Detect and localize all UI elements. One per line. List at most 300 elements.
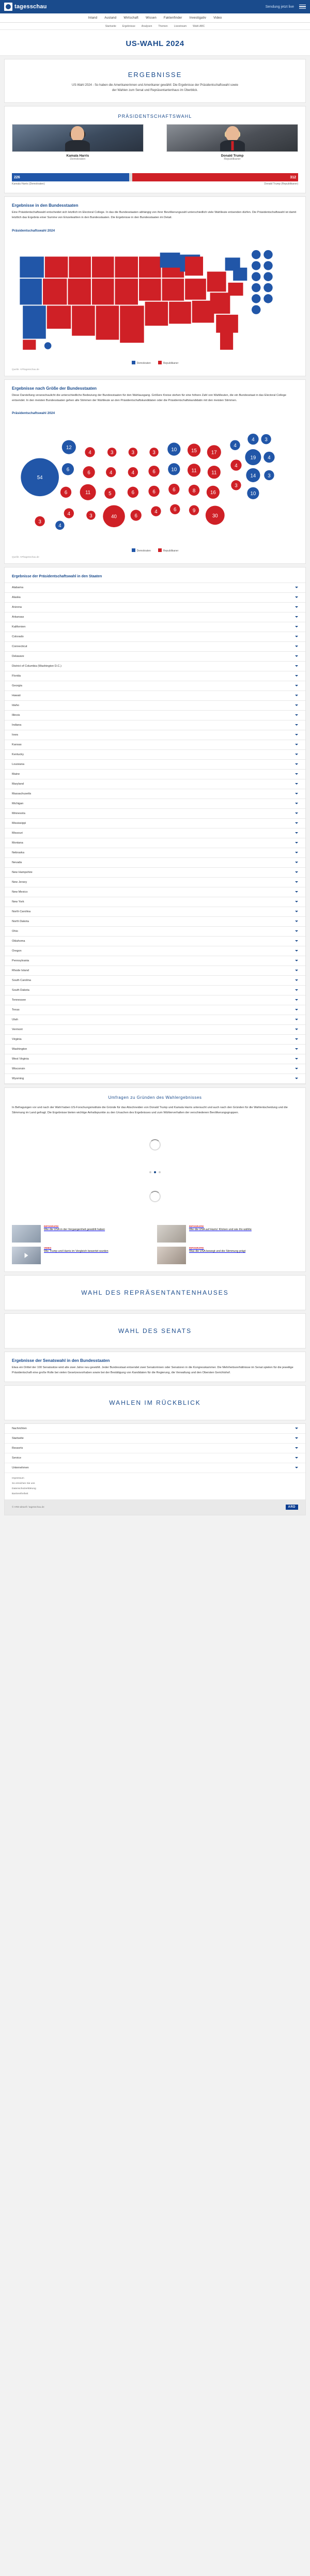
svg-text:4: 4	[67, 511, 71, 517]
svg-text:4: 4	[268, 455, 271, 461]
state-accordion-item[interactable]	[5, 916, 305, 926]
svg-text:3: 3	[110, 450, 114, 456]
chevron-down-icon	[295, 862, 298, 863]
electoral-legend-left: Kamala Harris (Demokraten)	[12, 182, 45, 186]
chevron-down-icon	[295, 744, 298, 745]
state-accordion-label: Oregon	[12, 949, 22, 953]
svg-text:4: 4	[234, 442, 237, 449]
chevron-down-icon	[295, 822, 298, 824]
carousel-dot-1[interactable]	[149, 1171, 151, 1173]
nav-item-6[interactable]: Video	[213, 16, 222, 20]
state-accordion-item[interactable]	[5, 956, 305, 965]
nav-item-4[interactable]: Faktenfinder	[163, 16, 182, 20]
ard-logo: ARD	[286, 1505, 299, 1510]
bubble-map-svg	[10, 417, 300, 542]
chevron-down-icon	[295, 793, 298, 794]
state-accordion-item[interactable]	[5, 759, 305, 769]
chevron-down-icon	[295, 1058, 298, 1060]
chevron-down-icon	[295, 1029, 298, 1030]
teaser-0-thumbnail	[12, 1225, 41, 1243]
state-map-text: Eine Präsidentschaftswahl entscheidet sich letztlich im Electoral College. In das die Bundesstaaten abhängig von ihrer Bevölkerungszahl unterschiedlich viele Wahlleute entsenden dürfen. Die Präsidentschaftswahl ist damit letztlich das Ergebnis einer Summe von Einzelwahlen in den Bundesstaaten. Die Ergebnisse in den Bundesstaaten im Detail.	[12, 211, 297, 220]
footer-link[interactable]: Datenschutzerklärung	[12, 1487, 36, 1490]
states-list	[5, 582, 305, 1084]
candidate-trump-name: Donald Trump	[221, 154, 244, 158]
spinner-icon	[149, 1139, 161, 1151]
svg-text:4: 4	[154, 509, 158, 515]
state-accordion-label: Wisconsin	[12, 1067, 25, 1070]
chevron-down-icon	[295, 871, 298, 873]
nav-item-0[interactable]: Inland	[88, 16, 98, 20]
state-accordion-item[interactable]	[5, 730, 305, 740]
chevron-down-icon	[295, 724, 298, 726]
state-accordion-label: Wyoming	[12, 1077, 24, 1080]
electoral-bar-rep: 312	[132, 173, 298, 181]
state-accordion-item[interactable]	[5, 965, 305, 975]
state-accordion-label: New Mexico	[12, 890, 28, 894]
state-accordion-item[interactable]	[5, 867, 305, 877]
state-accordion-item[interactable]	[5, 612, 305, 622]
state-accordion-item[interactable]	[5, 582, 305, 592]
teaser-2-thumbnail	[12, 1247, 41, 1264]
chevron-down-icon	[295, 1467, 298, 1468]
state-accordion-item[interactable]	[5, 622, 305, 632]
teaser-3[interactable]	[157, 1247, 298, 1264]
tagesschau-logo-icon	[4, 3, 12, 11]
teaser-2-kicker: VIDEO	[44, 1246, 52, 1249]
senate-states-text: Etwa ein Drittel der 100 Senatssitze wird alle zwei Jahre neu gewählt. Jeder Bundesstaat entsendet zwei Senatorinnen oder Senatoren in die Kongresskammer. Die Mehrheitsverhältnisse im Senat spielen für die jeweilige Präsidentschaft eine große Rolle bei vielen Gesetzesvorhaben sowie bei der Bestätigung von Kandidaten für die Regierung, die Verwaltung und den Obersten Gerichtshof.	[12, 1366, 293, 1374]
chevron-down-icon	[295, 842, 298, 844]
state-accordion-label: Tennessee	[12, 998, 26, 1002]
chevron-down-icon	[295, 960, 298, 961]
chevron-down-icon	[295, 1048, 298, 1050]
chevron-down-icon	[295, 999, 298, 1001]
footer-section-label: Startseite	[12, 1436, 24, 1440]
candidate-harris-name: Kamala Harris	[66, 154, 89, 158]
state-accordion-label: Kentucky	[12, 753, 24, 756]
presidential-block-title: PRÄSIDENTSCHAFTSWAHL	[118, 114, 192, 119]
svg-text:14: 14	[250, 472, 256, 479]
teaser-2[interactable]	[12, 1247, 153, 1264]
teaser-2-headline: Wie Trump und Harris im Vergleich bewertet wurden	[44, 1249, 109, 1253]
state-accordion-item[interactable]	[5, 779, 305, 789]
polls-text: In Befragungen vor und nach der Wahl haben US-Forschungsinstitute die Gründe für das Abschneiden von Donald Trump und Kamala Harris untersucht und auch nach den Gründen für die Wahlentscheidung und die Stimmung im Land gefragt. Die Ergebnisse bieten wichtige Anhaltspunkte zu den Ursachen des Ergebnisses und zum Wählerverhalten der verschiedenen Bevölkerungsgruppen.	[12, 1106, 288, 1114]
svg-text:11: 11	[191, 468, 197, 474]
state-accordion-item[interactable]	[5, 975, 305, 985]
svg-text:17: 17	[211, 450, 217, 456]
us-bubble-map[interactable]	[5, 417, 305, 546]
svg-text:6: 6	[173, 487, 176, 493]
state-map-heading: Ergebnisse in den Bundesstaaten	[12, 203, 79, 208]
state-accordion-item[interactable]	[5, 808, 305, 818]
state-accordion-label: Ohio	[12, 929, 18, 933]
state-map-card	[4, 196, 306, 376]
footer-section-item[interactable]	[5, 1444, 305, 1453]
svg-text:10: 10	[171, 447, 177, 453]
polls-heading: Umfragen zu Gründen des Wahlergebnisses	[108, 1095, 202, 1100]
footer-links	[5, 1473, 305, 1499]
footer-section-label: Ressorts	[12, 1446, 23, 1450]
state-accordion-label: New Jersey	[12, 880, 27, 884]
sub-nav	[0, 23, 310, 30]
svg-text:12: 12	[66, 444, 72, 451]
state-accordion-item[interactable]	[5, 1054, 305, 1064]
svg-text:6: 6	[131, 489, 135, 496]
results-section-title: ERGEBNISSE	[128, 71, 182, 79]
state-accordion-item[interactable]	[5, 936, 305, 946]
state-accordion-item[interactable]	[5, 661, 305, 671]
chevron-down-icon	[295, 891, 298, 893]
teaser-3-thumbnail	[157, 1247, 186, 1264]
presidential-card	[4, 106, 306, 193]
svg-text:6: 6	[174, 507, 177, 513]
chevron-down-icon	[295, 646, 298, 647]
electoral-legend-right: Donald Trump (Republikaner)	[264, 182, 298, 186]
chevron-down-icon	[295, 970, 298, 971]
footer-sections	[5, 1424, 305, 1473]
state-accordion-item[interactable]	[5, 1064, 305, 1074]
state-accordion-label: Michigan	[12, 802, 24, 805]
state-accordion-label: Kansas	[12, 743, 22, 746]
bubble-text: Diese Darstellung veranschaulicht die unterschiedliche Bedeutung der Bundesstaaten für den Wahlausgang. Größere Kreise stehen für eine höhere Zahl von Wahlleuten, die ein Bundesstaat in das Electoral College entsendet. In den meisten Bundesstaaten gehen alle Stimmen der Wahlleute an den Präsidentschaftskandidaten oder die Präsidentschaftskandidatin mit den meisten Stimmen.	[12, 393, 287, 402]
state-accordion-label: Idaho	[12, 703, 19, 707]
state-accordion-label: Delaware	[12, 654, 24, 658]
electoral-bar-legend	[12, 182, 298, 186]
state-accordion-label: Montana	[12, 841, 23, 845]
electoral-bar-dem: 226	[12, 173, 129, 181]
state-accordion-item[interactable]	[5, 1015, 305, 1024]
subnav-item-4[interactable]: Livestream	[174, 24, 187, 28]
footer-section-label: Nachrichten	[12, 1427, 27, 1430]
us-map-svg	[10, 235, 300, 359]
chevron-down-icon	[295, 911, 298, 912]
chevron-down-icon	[295, 1068, 298, 1069]
retrospective-banner[interactable]	[4, 1385, 306, 1420]
teaser-1[interactable]	[157, 1225, 298, 1243]
polls-card	[4, 1087, 306, 1272]
state-accordion-label: Minnesota	[12, 811, 25, 815]
chevron-down-icon	[295, 587, 298, 588]
footer-link[interactable]: Barrierefreiheit	[12, 1492, 28, 1495]
state-accordion-item[interactable]	[5, 1044, 305, 1054]
state-accordion-item[interactable]	[5, 789, 305, 799]
live-status-label[interactable]: Sendung jetzt live	[265, 5, 294, 9]
state-accordion-label: Louisiana	[12, 762, 24, 766]
state-accordion-label: Vermont	[12, 1028, 23, 1031]
svg-text:54: 54	[37, 474, 43, 481]
state-accordion-item[interactable]	[5, 985, 305, 995]
state-map-subheading: Präsidentschaftswahl 2024	[12, 228, 55, 233]
map-caption: Quelle: AP/tagesschau.de	[12, 367, 39, 371]
chevron-down-icon	[295, 616, 298, 618]
teaser-1-kicker: INFOGRAFIK	[189, 1224, 204, 1228]
nav-item-1[interactable]: Ausland	[104, 16, 117, 20]
chevron-down-icon	[295, 979, 298, 981]
carousel-dot-3[interactable]	[159, 1171, 161, 1173]
state-accordion-item[interactable]	[5, 681, 305, 691]
state-accordion-item[interactable]	[5, 887, 305, 897]
senate-states-card	[4, 1352, 306, 1382]
candidates-wrapper	[5, 124, 305, 168]
svg-text:4: 4	[252, 437, 255, 443]
state-accordion-item[interactable]	[5, 651, 305, 661]
carousel-dot-2[interactable]	[154, 1171, 156, 1173]
map-legend	[5, 359, 305, 366]
teaser-0[interactable]	[12, 1225, 153, 1243]
subnav-item-1[interactable]: Ergebnisse	[122, 24, 135, 28]
teaser-grid	[5, 1220, 305, 1271]
house-banner-title: WAHL DES REPRÄSENTANTENHAUSES	[81, 1289, 229, 1296]
state-accordion-item[interactable]	[5, 946, 305, 956]
state-accordion-label: Maryland	[12, 782, 24, 786]
state-accordion-item[interactable]	[5, 749, 305, 759]
state-accordion-label: Pennsylvania	[12, 959, 29, 962]
chevron-down-icon	[295, 1009, 298, 1010]
chevron-down-icon	[295, 714, 298, 716]
state-accordion-label: Colorado	[12, 635, 24, 638]
svg-text:10: 10	[250, 490, 256, 497]
chevron-down-icon	[295, 940, 298, 942]
chevron-down-icon	[295, 665, 298, 667]
chevron-down-icon	[295, 763, 298, 765]
footer	[4, 1423, 306, 1515]
state-accordion-item[interactable]	[5, 632, 305, 641]
nav-item-2[interactable]: Wirtschaft	[123, 16, 138, 20]
bubble-map-card	[4, 379, 306, 564]
state-accordion-item[interactable]	[5, 877, 305, 887]
bubble-legend-rep: Republikaner	[158, 548, 178, 553]
svg-text:15: 15	[191, 448, 197, 454]
subnav-item-5[interactable]: Wahl-ABC	[193, 24, 205, 28]
state-accordion-label: South Dakota	[12, 988, 29, 992]
main-nav	[0, 13, 310, 23]
map-legend-dem: Demokraten	[132, 361, 151, 365]
footer-bottom	[5, 1499, 305, 1515]
state-accordion-item[interactable]	[5, 848, 305, 857]
chevron-down-icon	[295, 803, 298, 804]
chevron-down-icon	[295, 852, 298, 853]
svg-text:6: 6	[64, 489, 68, 496]
state-accordion-label: Hawaii	[12, 694, 21, 697]
svg-text:3: 3	[268, 472, 271, 479]
bubble-legend-dem: Demokraten	[132, 548, 151, 553]
chevron-down-icon	[295, 812, 298, 814]
hamburger-icon[interactable]	[299, 5, 306, 9]
state-accordion-label: Texas	[12, 1008, 20, 1011]
chevron-down-icon	[295, 1038, 298, 1040]
svg-text:30: 30	[212, 513, 218, 519]
chevron-down-icon	[295, 626, 298, 627]
state-accordion-item[interactable]	[5, 926, 305, 936]
nav-item-3[interactable]: Wissen	[146, 16, 157, 20]
state-accordion-item[interactable]	[5, 769, 305, 779]
svg-text:6: 6	[152, 469, 156, 475]
chevron-down-icon	[295, 704, 298, 706]
state-accordion-label: New Hampshire	[12, 870, 33, 874]
house-banner[interactable]	[4, 1275, 306, 1310]
teaser-3-kicker: INFOGRAFIK	[189, 1246, 204, 1249]
state-accordion-item[interactable]	[5, 995, 305, 1005]
chevron-down-icon	[295, 832, 298, 834]
state-accordion-label: Maine	[12, 772, 20, 776]
chevron-down-icon	[295, 636, 298, 637]
bubble-caption: Quelle: AP/tagesschau.de	[12, 555, 39, 558]
state-accordion-label: New York	[12, 900, 24, 903]
state-accordion-item[interactable]	[5, 1024, 305, 1034]
chevron-down-icon	[295, 695, 298, 696]
state-accordion-label: Oklahoma	[12, 939, 25, 943]
state-accordion-label: Connecticut	[12, 645, 27, 648]
state-accordion-label: Alaska	[12, 595, 21, 599]
state-accordion-item[interactable]	[5, 592, 305, 602]
us-choropleth-map[interactable]	[5, 235, 305, 359]
state-accordion-label: Arkansas	[12, 615, 24, 619]
svg-text:3: 3	[38, 519, 41, 525]
nav-item-5[interactable]: Investigativ	[189, 16, 207, 20]
carousel-dots[interactable]	[5, 1168, 305, 1173]
svg-text:40: 40	[111, 514, 117, 520]
state-accordion-label: Virginia	[12, 1037, 22, 1041]
state-accordion-item[interactable]	[5, 1074, 305, 1084]
svg-text:3: 3	[265, 437, 268, 443]
candidate-trump-photo	[166, 124, 298, 152]
states-accordion-card	[4, 567, 306, 1084]
results-section-subtitle: US-Wahl 2024 - So haben die Amerikanerinnen und Amerikaner gewählt: Die Ergebnisse der Präsidentschaftswahl sowie der Wahlen zum Senat und Repräsentantenhaus im Überblick.	[72, 84, 238, 93]
svg-text:6: 6	[66, 467, 70, 473]
state-accordion-label: Iowa	[12, 733, 18, 737]
svg-text:3: 3	[235, 483, 238, 489]
state-accordion-item[interactable]	[5, 907, 305, 916]
svg-text:6: 6	[87, 470, 90, 476]
chevron-down-icon	[295, 1447, 298, 1449]
state-accordion-label: Missouri	[12, 831, 23, 835]
chevron-down-icon	[295, 606, 298, 608]
chevron-down-icon	[295, 1437, 298, 1439]
state-accordion-item[interactable]	[5, 641, 305, 651]
state-accordion-label: Massachusetts	[12, 792, 32, 795]
state-accordion-label: Illinois	[12, 713, 20, 717]
state-accordion-item[interactable]	[5, 799, 305, 808]
electoral-bar	[12, 173, 298, 181]
footer-section-item[interactable]	[5, 1424, 305, 1434]
state-accordion-item[interactable]	[5, 1034, 305, 1044]
state-accordion-label: North Carolina	[12, 910, 31, 913]
candidate-trump[interactable]	[166, 124, 298, 161]
state-accordion-item[interactable]	[5, 710, 305, 720]
svg-text:4: 4	[235, 463, 238, 469]
candidate-harris-party: Demokraten	[70, 158, 86, 161]
chevron-down-icon	[295, 655, 298, 657]
svg-text:8: 8	[192, 487, 196, 494]
state-accordion-label: District of Columbia (Washington D.C.)	[12, 664, 61, 668]
chevron-down-icon	[295, 989, 298, 991]
svg-text:16: 16	[210, 489, 216, 496]
candidate-trump-party: Republikaner	[224, 158, 241, 161]
teaser-3-headline: Was die USA bewegt und die Stimmung prägt	[189, 1249, 246, 1253]
svg-text:6: 6	[134, 513, 137, 519]
svg-text:6: 6	[152, 488, 156, 495]
chevron-down-icon	[295, 950, 298, 952]
state-accordion-item[interactable]	[5, 857, 305, 867]
state-accordion-item[interactable]	[5, 691, 305, 700]
state-accordion-item[interactable]	[5, 602, 305, 612]
state-accordion-label: Mississippi	[12, 821, 26, 825]
teaser-0-kicker: INFOGRAFIK	[44, 1224, 59, 1228]
map-legend-rep: Republikaner	[158, 361, 178, 365]
state-accordion-item[interactable]	[5, 740, 305, 749]
subnav-item-2[interactable]: Analysen	[141, 24, 152, 28]
senate-banner-title: WAHL DES SENATS	[118, 1327, 192, 1335]
state-accordion-item[interactable]	[5, 1005, 305, 1015]
svg-text:11: 11	[211, 470, 217, 476]
teaser-1-headline: Wie die USA auf Harris' Klicken und wie ihn wählte	[189, 1228, 252, 1231]
chevron-down-icon	[295, 901, 298, 902]
svg-text:10: 10	[171, 467, 177, 473]
svg-text:3: 3	[89, 513, 92, 519]
state-accordion-label: Arizona	[12, 605, 22, 609]
senate-states-heading: Ergebnisse der Senatswahl in den Bundesstaaten	[12, 1358, 110, 1363]
polls-loading-2	[5, 1173, 305, 1220]
state-accordion-item[interactable]	[5, 838, 305, 848]
brand-name: tagesschau	[14, 4, 47, 10]
svg-text:3: 3	[152, 450, 156, 456]
chevron-down-icon	[295, 685, 298, 686]
senate-banner[interactable]	[4, 1313, 306, 1348]
chevron-down-icon	[295, 596, 298, 598]
retrospective-banner-title: WAHLEN IM RÜCKBLICK	[109, 1399, 201, 1406]
polls-loading-1	[5, 1122, 305, 1168]
bubble-heading: Ergebnisse nach Größe der Bundesstaaten	[12, 386, 97, 391]
subnav-item-0[interactable]: Startseite	[105, 24, 116, 28]
state-accordion-item[interactable]	[5, 818, 305, 828]
state-accordion-item[interactable]	[5, 720, 305, 730]
chevron-down-icon	[295, 783, 298, 785]
subnav-item-3[interactable]: Themen	[158, 24, 168, 28]
footer-section-label: Service	[12, 1456, 21, 1460]
footer-section-item[interactable]	[5, 1434, 305, 1444]
state-accordion-label: Indiana	[12, 723, 22, 727]
chevron-down-icon	[295, 1078, 298, 1079]
state-accordion-label: Washington	[12, 1047, 27, 1051]
state-accordion-label: Nebraska	[12, 851, 24, 854]
candidate-harris[interactable]	[12, 124, 144, 161]
teaser-0-headline: Wie die USA in der Vergangenheit gewählt haben	[44, 1228, 105, 1231]
state-accordion-label: Utah	[12, 1018, 18, 1021]
chevron-down-icon	[295, 1428, 298, 1429]
top-bar	[0, 0, 310, 13]
state-accordion-label: North Dakota	[12, 919, 29, 923]
footer-link[interactable]: So erreichen Sie uns	[12, 1482, 35, 1485]
footer-section-item[interactable]	[5, 1453, 305, 1463]
state-accordion-item[interactable]	[5, 828, 305, 838]
svg-text:4: 4	[110, 470, 113, 476]
page-title: US-WAHL 2024	[126, 39, 184, 48]
page-hero	[0, 30, 310, 56]
play-icon	[25, 1253, 28, 1258]
brand-logo[interactable]	[4, 3, 47, 11]
state-accordion-label: Kalifornien	[12, 625, 26, 628]
footer-link[interactable]: Impressum	[12, 1477, 24, 1480]
chevron-down-icon	[295, 930, 298, 932]
chevron-down-icon	[295, 754, 298, 755]
state-accordion-item[interactable]	[5, 700, 305, 710]
state-accordion-item[interactable]	[5, 671, 305, 681]
footer-section-item[interactable]	[5, 1463, 305, 1473]
footer-copyright: © ARD-aktuell / tagesschau.de	[12, 1506, 44, 1509]
state-accordion-item[interactable]	[5, 897, 305, 907]
bubble-legend	[5, 546, 305, 554]
footer-section-label: Unternehmen	[12, 1466, 29, 1469]
chevron-down-icon	[295, 1019, 298, 1020]
